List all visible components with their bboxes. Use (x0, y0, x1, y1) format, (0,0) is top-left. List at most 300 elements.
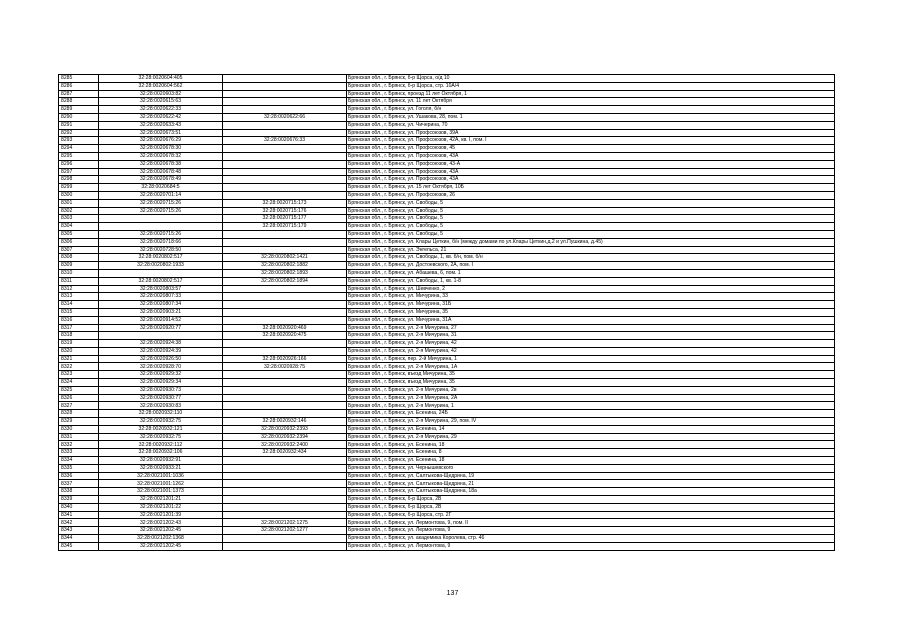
row-number-cell: 8334 (59, 457, 99, 465)
cadastral-number-cell: 32:28:0021201:39 (99, 511, 223, 519)
address-cell: Брянская обл., г. Брянск, ул. Свободы, 1, кв. б/н, пом. б/н (347, 254, 835, 262)
address-cell: Брянская обл., г. Брянск, ул. 2-я Мичурина, 1 (347, 402, 835, 410)
table-row (59, 293, 835, 301)
cadastral-number-cell: 32:28:0020928:70 (99, 363, 223, 371)
row-number-cell: 8298 (59, 176, 99, 184)
cadastral-number-cell: 32:28:0020715:26 (99, 199, 223, 207)
table-row (59, 152, 835, 160)
row-number-cell: 8316 (59, 316, 99, 324)
table-row (59, 511, 835, 519)
cadastral-number-cell: 32:28:0020676:29 (99, 137, 223, 145)
object-number-cell (223, 90, 347, 98)
object-number-cell: 32:28:0020920:475 (223, 332, 347, 340)
object-number-cell (223, 488, 347, 496)
cadastral-number-cell: 32:28:0020932:112 (99, 441, 223, 449)
table-row (59, 363, 835, 371)
row-number-cell: 8294 (59, 145, 99, 153)
address-cell: Брянская обл., г. Брянск, ул. Профсоюзов, 39А (347, 129, 835, 137)
row-number-cell: 8318 (59, 332, 99, 340)
object-number-cell: 32:28:0020932:2393 (223, 425, 347, 433)
row-number-cell: 8300 (59, 191, 99, 199)
table-row (59, 496, 835, 504)
cadastral-number-cell: 32:28:0020929:32 (99, 371, 223, 379)
object-number-cell: 32:28:0020802:1893 (223, 269, 347, 277)
address-cell: Брянская обл., г. Брянск, ул. Свободы, 5 (347, 199, 835, 207)
table-row (59, 230, 835, 238)
table-row (59, 137, 835, 145)
table-row (59, 488, 835, 496)
row-number-cell: 8306 (59, 238, 99, 246)
address-cell: Брянская обл., г. Брянск, ул. Есенина, 18 (347, 441, 835, 449)
cadastral-number-cell: 32:28:0020715:26 (99, 207, 223, 215)
object-number-cell (223, 316, 347, 324)
cadastral-number-cell: 32:28:0020678:30 (99, 145, 223, 153)
address-cell: Брянская обл., г. Брянск, ул. 2-я Мичурина, 2А (347, 394, 835, 402)
address-cell: Брянская обл., г. Брянск, б-р Щорса, 2В (347, 503, 835, 511)
object-number-cell (223, 160, 347, 168)
table-row (59, 168, 835, 176)
cadastral-number-cell: 32:28:0020803:57 (99, 285, 223, 293)
object-number-cell (223, 542, 347, 550)
table-row (59, 301, 835, 309)
row-number-cell: 8313 (59, 293, 99, 301)
cadastral-number-cell: 32:28:0021202:1368 (99, 535, 223, 543)
cadastral-number-cell: 32:28:0020678:32 (99, 152, 223, 160)
row-number-cell: 8344 (59, 535, 99, 543)
table-row (59, 176, 835, 184)
object-number-cell (223, 503, 347, 511)
row-number-cell: 8327 (59, 402, 99, 410)
table-row (59, 332, 835, 340)
address-cell: Брянская обл., г. Брянск, ул. Свободы, 1, кв. 1-8 (347, 277, 835, 285)
row-number-cell: 8290 (59, 113, 99, 121)
address-cell: Брянская обл., г. Брянск, ул. Абашева, 6, пом. 1 (347, 269, 835, 277)
address-cell: Брянская обл., г. Брянск, ул. Свободы, 5 (347, 230, 835, 238)
row-number-cell: 8321 (59, 355, 99, 363)
row-number-cell: 8328 (59, 410, 99, 418)
cadastral-number-cell: 32:28:0021001:1373 (99, 488, 223, 496)
cadastral-number-cell (99, 215, 223, 223)
object-number-cell: 32:28:0020802:1421 (223, 254, 347, 262)
address-cell: Брянская обл., г. Брянск, ул. Есенина, 8 (347, 449, 835, 457)
table-row (59, 379, 835, 387)
address-cell: Брянская обл., г. Брянск, ул. Есенина, 18 (347, 457, 835, 465)
object-number-cell: 32:28:0020932:2394 (223, 433, 347, 441)
cadastral-number-cell: 32:28:0020903:21 (99, 308, 223, 316)
row-number-cell: 8311 (59, 277, 99, 285)
object-number-cell (223, 308, 347, 316)
object-number-cell (223, 371, 347, 379)
address-cell: Брянская обл., г. Брянск, ул. Лермонтова, 9, пом. II (347, 519, 835, 527)
row-number-cell: 8343 (59, 527, 99, 535)
row-number-cell: 8332 (59, 441, 99, 449)
table-row (59, 402, 835, 410)
object-number-cell: 32:28:0020802:1894 (223, 277, 347, 285)
address-cell: Брянская обл., г. Брянск, въезд Мичурина, 35 (347, 371, 835, 379)
table-row (59, 449, 835, 457)
address-cell: Брянская обл., г. Брянск, ул. Салтыкова-Щедрина, 21 (347, 480, 835, 488)
object-number-cell: 32:28:0020932:2400 (223, 441, 347, 449)
page-number: 137 (446, 590, 459, 597)
row-number-cell: 8291 (59, 121, 99, 129)
object-number-cell (223, 106, 347, 114)
object-number-cell: 32:28:0020622:66 (223, 113, 347, 121)
table-row (59, 285, 835, 293)
address-cell: Брянская обл., г. Брянск, проезд 11 лет Октября, 1 (347, 90, 835, 98)
object-number-cell (223, 457, 347, 465)
row-number-cell: 8326 (59, 394, 99, 402)
table-row (59, 324, 835, 332)
address-cell: Брянская обл., г. Брянск, ул. 2-я Мичурина, 42 (347, 347, 835, 355)
cadastral-number-cell: 32:28:0020802:517 (99, 254, 223, 262)
object-number-cell (223, 394, 347, 402)
table-row (59, 464, 835, 472)
table-row (59, 98, 835, 106)
address-cell: Брянская обл., г. Брянск, ул. Профсоюзов, 26 (347, 191, 835, 199)
cadastral-number-cell: 32:28:0020930:73 (99, 386, 223, 394)
address-cell: Брянская обл., г. Брянск, б-р Щорса, о/д 10 (347, 75, 835, 83)
object-number-cell (223, 145, 347, 153)
object-number-cell (223, 152, 347, 160)
table-row (59, 75, 835, 83)
object-number-cell (223, 191, 347, 199)
address-cell: Брянская обл., г. Брянск, ул. 2-я Мичурина, 1А (347, 363, 835, 371)
address-cell: Брянская обл., г. Брянск, ул. Есенина, 24Б (347, 410, 835, 418)
address-cell: Брянская обл., г. Брянск, ул. Профсоюзов, 45 (347, 145, 835, 153)
table-row (59, 394, 835, 402)
row-number-cell: 8333 (59, 449, 99, 457)
address-cell: Брянская обл., г. Брянск, ул. Профсоюзов, 43А (347, 152, 835, 160)
row-number-cell: 8312 (59, 285, 99, 293)
table-row (59, 223, 835, 231)
row-number-cell: 8338 (59, 488, 99, 496)
address-cell: Брянская обл., г. Брянск, б-р Щорса, стр. 10А/4 (347, 82, 835, 90)
cadastral-number-cell: 32:28:0020914:52 (99, 316, 223, 324)
row-number-cell: 8340 (59, 503, 99, 511)
address-cell: Брянская обл., г. Брянск, ул. Лермонтова, 9 (347, 542, 835, 550)
table-row (59, 308, 835, 316)
row-number-cell: 8285 (59, 75, 99, 83)
table-row (59, 106, 835, 114)
table-row (59, 262, 835, 270)
cadastral-number-cell: 32:28:0021202:45 (99, 542, 223, 550)
cadastral-number-cell: 32:28:0020807:33 (99, 293, 223, 301)
object-number-cell (223, 121, 347, 129)
cadastral-number-cell: 32:28:0021201:22 (99, 503, 223, 511)
cadastral-number-cell: 32:28:0020622:33 (99, 106, 223, 114)
address-cell: Брянская обл., г. Брянск, ул. Гоголя, б/н (347, 106, 835, 114)
row-number-cell: 8317 (59, 324, 99, 332)
cadastral-number-cell: 32:28:0020622:42 (99, 113, 223, 121)
object-number-cell (223, 464, 347, 472)
row-number-cell: 8288 (59, 98, 99, 106)
registry-body (59, 75, 835, 551)
address-cell: Брянская обл., г. Брянск, ул. Салтыкова-Щедрина, 18а (347, 488, 835, 496)
table-row (59, 441, 835, 449)
object-number-cell (223, 496, 347, 504)
table-row (59, 480, 835, 488)
row-number-cell: 8308 (59, 254, 99, 262)
cadastral-number-cell: 32:28:0020924:39 (99, 347, 223, 355)
cadastral-number-cell: 32:28:0020932:106 (99, 449, 223, 457)
table-row (59, 425, 835, 433)
object-number-cell: 32:28:0020932:146 (223, 418, 347, 426)
address-cell: Брянская обл., г. Брянск, ул. Мичурина, 35 (347, 308, 835, 316)
cadastral-number-cell: 32:28:0020604:562 (99, 82, 223, 90)
cadastral-number-cell (99, 332, 223, 340)
cadastral-number-cell: 32:28:0020603:82 (99, 90, 223, 98)
object-number-cell: 32:28:0020928:75 (223, 363, 347, 371)
address-cell: Брянская обл., г. Брянск, ул. 2-я Мичурина, 29, пом. IV (347, 418, 835, 426)
cadastral-number-cell: 32:28:0020684:5 (99, 184, 223, 192)
address-cell: Брянская обл., г. Брянск, ул. Салтыкова-Щедрина, 19 (347, 472, 835, 480)
table-row (59, 269, 835, 277)
cadastral-number-cell: 32:28:0020930:83 (99, 402, 223, 410)
table-row (59, 410, 835, 418)
cadastral-number-cell: 32:28:0020728:50 (99, 246, 223, 254)
address-cell: Брянская обл., г. Брянск, ул. Шевченко, 2 (347, 285, 835, 293)
object-number-cell: 32:28:0020932:434 (223, 449, 347, 457)
table-row (59, 472, 835, 480)
table-row (59, 340, 835, 348)
object-number-cell (223, 168, 347, 176)
table-row (59, 503, 835, 511)
row-number-cell: 8323 (59, 371, 99, 379)
cadastral-number-cell: 32:28:0020932:121 (99, 425, 223, 433)
object-number-cell (223, 176, 347, 184)
address-cell: Брянская обл., г. Брянск, ул. Мичурина, 31Б (347, 301, 835, 309)
table-row (59, 129, 835, 137)
table-row (59, 90, 835, 98)
table-row (59, 542, 835, 550)
object-number-cell (223, 82, 347, 90)
row-number-cell: 8339 (59, 496, 99, 504)
row-number-cell: 8293 (59, 137, 99, 145)
cadastral-number-cell: 32:28:0021001:1036 (99, 472, 223, 480)
address-cell: Брянская обл., г. Брянск, ул. Чичерина, 70 (347, 121, 835, 129)
address-cell: Брянская обл., г. Брянск, ул. Энгельса, 21 (347, 246, 835, 254)
table-row (59, 246, 835, 254)
row-number-cell: 8337 (59, 480, 99, 488)
row-number-cell: 8342 (59, 519, 99, 527)
table-row (59, 535, 835, 543)
address-cell: Брянская обл., г. Брянск, ул. 2-я Мичурина, 2в (347, 386, 835, 394)
object-number-cell (223, 246, 347, 254)
table-row (59, 457, 835, 465)
object-number-cell (223, 535, 347, 543)
table-row (59, 82, 835, 90)
address-cell: Брянская обл., г. Брянск, ул. Свободы, 5 (347, 215, 835, 223)
row-number-cell: 8319 (59, 340, 99, 348)
row-number-cell: 8335 (59, 464, 99, 472)
row-number-cell: 8310 (59, 269, 99, 277)
object-number-cell (223, 98, 347, 106)
row-number-cell: 8302 (59, 207, 99, 215)
table-row (59, 277, 835, 285)
cadastral-number-cell: 32:28:0020701:14 (99, 191, 223, 199)
address-cell: Брянская обл., г. Брянск, ул. 2-я Мичурина, 31 (347, 332, 835, 340)
cadastral-number-cell: 32:28:0020929:34 (99, 379, 223, 387)
address-cell: Брянская обл., г. Брянск, ул. Профсоюзов, 43А (347, 168, 835, 176)
object-number-cell: 32:28:0020715:177 (223, 215, 347, 223)
cadastral-number-cell: 32:28:0020802:1933 (99, 262, 223, 270)
row-number-cell: 8301 (59, 199, 99, 207)
address-cell: Брянская обл., г. Брянск, ул. 2-я Мичурина, 27 (347, 324, 835, 332)
cadastral-number-cell: 32:28:0020932:75 (99, 433, 223, 441)
cadastral-number-cell: 32:28:0021202:45 (99, 527, 223, 535)
address-cell: Брянская обл., г. Брянск, ул. Мичурина, 31А (347, 316, 835, 324)
cadastral-number-cell: 32:28:0020924:38 (99, 340, 223, 348)
row-number-cell: 8322 (59, 363, 99, 371)
object-number-cell: 32:28:0020802:1882 (223, 262, 347, 270)
cadastral-number-cell: 32:28:0020932:75 (99, 418, 223, 426)
object-number-cell (223, 347, 347, 355)
table-row (59, 191, 835, 199)
row-number-cell: 8287 (59, 90, 99, 98)
row-number-cell: 8309 (59, 262, 99, 270)
address-cell: Брянская обл., г. Брянск, ул. Свободы, 5 (347, 207, 835, 215)
cadastral-number-cell: 32:28:0020930:77 (99, 394, 223, 402)
object-number-cell (223, 410, 347, 418)
object-number-cell (223, 511, 347, 519)
row-number-cell: 8324 (59, 379, 99, 387)
object-number-cell: 32:28:0020920:469 (223, 324, 347, 332)
address-cell: Брянская обл., г. Брянск, ул. Достоевского, 2А, пом. I (347, 262, 835, 270)
object-number-cell (223, 230, 347, 238)
row-number-cell: 8307 (59, 246, 99, 254)
cadastral-number-cell (99, 223, 223, 231)
cadastral-number-cell: 32:28:0020678:48 (99, 168, 223, 176)
cadastral-number-cell: 32:28:0020715:26 (99, 230, 223, 238)
address-cell: Брянская обл., г. Брянск, ул. академика Королева, стр. 46 (347, 535, 835, 543)
table-row (59, 527, 835, 535)
address-cell: Брянская обл., г. Брянск, ул. 15 лет Октября, 10Б (347, 184, 835, 192)
object-number-cell (223, 238, 347, 246)
object-number-cell (223, 75, 347, 83)
address-cell: Брянская обл., г. Брянск, ул. 2-я Мичурина, 29 (347, 433, 835, 441)
row-number-cell: 8345 (59, 542, 99, 550)
object-number-cell (223, 402, 347, 410)
cadastral-number-cell: 32:28:0020802:517 (99, 277, 223, 285)
row-number-cell: 8320 (59, 347, 99, 355)
row-number-cell: 8304 (59, 223, 99, 231)
table-row (59, 347, 835, 355)
table-row (59, 316, 835, 324)
registry-table (58, 74, 835, 551)
address-cell: Брянская обл., г. Брянск, ул. Ушакова, 28, пом. 1 (347, 113, 835, 121)
row-number-cell: 8303 (59, 215, 99, 223)
table-row (59, 355, 835, 363)
row-number-cell: 8296 (59, 160, 99, 168)
address-cell: Брянская обл., г. Брянск, ул. 2-я Мичурина, 42 (347, 340, 835, 348)
row-number-cell: 8289 (59, 106, 99, 114)
cadastral-number-cell: 32:28:0020615:63 (99, 98, 223, 106)
table-row (59, 418, 835, 426)
cadastral-number-cell: 32:28:0020807:34 (99, 301, 223, 309)
cadastral-number-cell: 32:28:0020933:21 (99, 464, 223, 472)
address-cell: Брянская обл., г. Брянск, ул. Профсоюзов, 43-А (347, 160, 835, 168)
cadastral-number-cell: 32:28:0020633:43 (99, 121, 223, 129)
table-row (59, 371, 835, 379)
cadastral-number-cell: 32:28:0020673:51 (99, 129, 223, 137)
address-cell: Брянская обл., г. Брянск, б-р Щорса, стр. 2Г (347, 511, 835, 519)
table-row (59, 386, 835, 394)
address-cell: Брянская обл., г. Брянск, ул. Есенина, 14 (347, 425, 835, 433)
object-number-cell (223, 340, 347, 348)
object-number-cell (223, 184, 347, 192)
cadastral-number-cell: 32:28:0020604:405 (99, 75, 223, 83)
row-number-cell: 8305 (59, 230, 99, 238)
object-number-cell (223, 285, 347, 293)
row-number-cell: 8295 (59, 152, 99, 160)
row-number-cell: 8336 (59, 472, 99, 480)
address-cell: Брянская обл., г. Брянск, пер. 2-й Мичурина, 1 (347, 355, 835, 363)
object-number-cell (223, 301, 347, 309)
row-number-cell: 8341 (59, 511, 99, 519)
table-row (59, 184, 835, 192)
object-number-cell (223, 386, 347, 394)
table-row (59, 145, 835, 153)
table-row (59, 238, 835, 246)
address-cell: Брянская обл., г. Брянск, ул. 11 лет Октября (347, 98, 835, 106)
object-number-cell: 32:28:0020715:179 (223, 223, 347, 231)
row-number-cell: 8297 (59, 168, 99, 176)
address-cell: Брянская обл., г. Брянск, въезд Мичурина, 35 (347, 379, 835, 387)
row-number-cell: 8331 (59, 433, 99, 441)
table-row (59, 113, 835, 121)
row-number-cell: 8286 (59, 82, 99, 90)
row-number-cell: 8330 (59, 425, 99, 433)
cadastral-number-cell (99, 269, 223, 277)
cadastral-number-cell: 32:28:0020718:66 (99, 238, 223, 246)
cadastral-number-cell: 32:28:0020932:91 (99, 457, 223, 465)
table-row (59, 433, 835, 441)
address-cell: Брянская обл., г. Брянск, ул. Лермонтова, 9 (347, 527, 835, 535)
table-row (59, 207, 835, 215)
address-cell: Брянская обл., г. Брянск, ул. Профсоюзов, 42А, кв. I, пом. I (347, 137, 835, 145)
cadastral-number-cell: 32:28:0021201:21 (99, 496, 223, 504)
object-number-cell (223, 379, 347, 387)
cadastral-number-cell: 32:28:0020932:110 (99, 410, 223, 418)
address-cell: Брянская обл., г. Брянск, б-р Щорса, 2В (347, 496, 835, 504)
row-number-cell: 8292 (59, 129, 99, 137)
cadastral-number-cell: 32:28:0021202:43 (99, 519, 223, 527)
object-number-cell: 32:28:0021202:1277 (223, 527, 347, 535)
row-number-cell: 8315 (59, 308, 99, 316)
object-number-cell (223, 472, 347, 480)
address-cell: Брянская обл., г. Брянск, ул. Мичурина, 33 (347, 293, 835, 301)
object-number-cell (223, 293, 347, 301)
address-cell: Брянская обл., г. Брянск, ул. Чернышевского (347, 464, 835, 472)
cadastral-number-cell: 32:28:0020678:38 (99, 160, 223, 168)
row-number-cell: 8325 (59, 386, 99, 394)
cadastral-number-cell: 32:28:0020920:77 (99, 324, 223, 332)
table-row (59, 519, 835, 527)
row-number-cell: 8314 (59, 301, 99, 309)
table-row (59, 121, 835, 129)
address-cell: Брянская обл., г. Брянск, ул. Профсоюзов, 43А (347, 176, 835, 184)
object-number-cell: 32:28:0020715:173 (223, 199, 347, 207)
row-number-cell: 8329 (59, 418, 99, 426)
object-number-cell: 32:28:0021202:1275 (223, 519, 347, 527)
object-number-cell (223, 480, 347, 488)
address-cell: Брянская обл., г. Брянск, ул. Клары Цеткин, б/н (между домами по ул.Клары Цеткин,д.2 и ул.Пушкина, д.45) (347, 238, 835, 246)
cadastral-number-cell: 32:28:0020678:49 (99, 176, 223, 184)
table-row (59, 254, 835, 262)
object-number-cell: 32:28:0020676:33 (223, 137, 347, 145)
object-number-cell (223, 129, 347, 137)
row-number-cell: 8299 (59, 184, 99, 192)
